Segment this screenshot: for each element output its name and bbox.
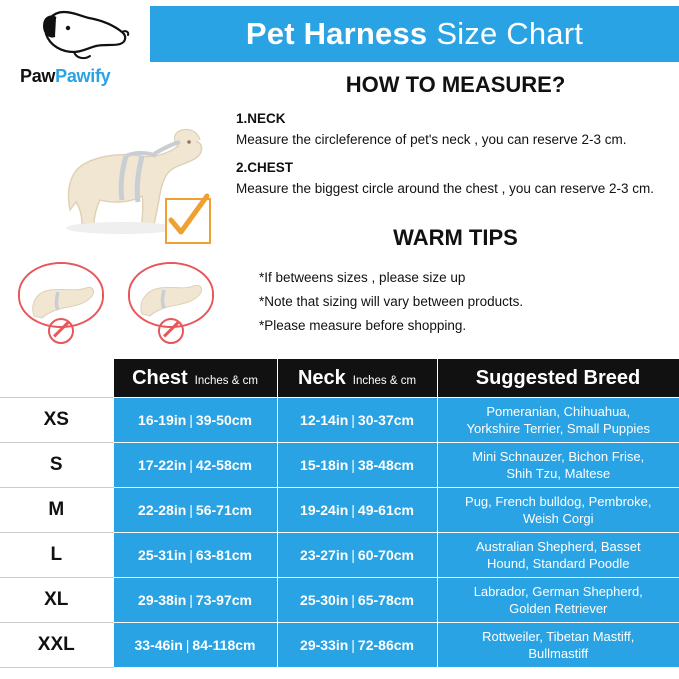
row-chest	[113, 398, 277, 443]
row-chest-inches: 16-19in	[138, 412, 187, 428]
cell-separator: |	[351, 457, 355, 473]
size-chart-table	[0, 358, 679, 668]
dog-head-icon	[34, 4, 134, 69]
how-to-measure-title: HOW TO MEASURE?	[345, 72, 566, 97]
neck-header-label: Neck	[297, 366, 346, 389]
row-chest	[113, 488, 277, 533]
row-chest-cm: 73-97cm	[195, 592, 252, 608]
row-breed	[437, 578, 679, 623]
chest-header-label: Chest	[132, 366, 188, 389]
how-to-measure-steps	[236, 108, 676, 206]
row-neck	[277, 533, 437, 578]
row-chest	[113, 533, 277, 578]
cell-separator: |	[351, 502, 355, 518]
row-breed	[437, 398, 679, 443]
row-breed-line: Golden Retriever	[509, 601, 608, 616]
warm-tip-item: *Please measure before shopping.	[259, 318, 467, 333]
row-neck-inches: 29-33in	[300, 637, 349, 653]
row-size: S	[0, 443, 113, 488]
row-neck-inches: 12-14in	[300, 412, 349, 428]
table-row	[0, 488, 679, 533]
row-neck	[277, 578, 437, 623]
row-breed	[437, 533, 679, 578]
row-neck	[277, 488, 437, 533]
row-chest-inches: 22-28in	[138, 502, 187, 518]
cell-separator: |	[189, 412, 193, 428]
measure-step-2-label: 2.CHEST	[236, 160, 294, 175]
table-row	[0, 443, 679, 488]
page-title	[150, 6, 679, 62]
row-chest-cm: 63-81cm	[195, 547, 252, 563]
cell-separator: |	[189, 592, 193, 608]
chest-column-header	[113, 359, 277, 398]
row-chest-inches: 25-31in	[138, 547, 187, 563]
row-neck	[277, 623, 437, 668]
row-neck	[277, 398, 437, 443]
correct-check-mark	[165, 198, 211, 244]
row-breed-line: Hound, Standard Poodle	[487, 556, 630, 571]
neck-column-header	[277, 359, 437, 398]
row-neck-inches: 23-27in	[300, 547, 349, 563]
row-breed	[437, 443, 679, 488]
table-row	[0, 533, 679, 578]
row-neck-inches: 15-18in	[300, 457, 349, 473]
row-chest-cm: 56-71cm	[195, 502, 252, 518]
warm-tip-item: *Note that sizing will vary between products.	[259, 294, 524, 309]
page-title-bold: Pet Harness	[245, 16, 428, 51]
row-neck-cm: 30-37cm	[357, 412, 414, 428]
size-column-header	[0, 359, 113, 398]
cell-separator: |	[189, 547, 193, 563]
row-chest	[113, 578, 277, 623]
row-breed	[437, 488, 679, 533]
row-breed-line: Australian Shepherd, Basset	[475, 539, 641, 554]
row-neck-cm: 49-61cm	[357, 502, 414, 518]
cell-separator: |	[351, 592, 355, 608]
cell-separator: |	[351, 547, 355, 563]
row-chest-cm: 42-58cm	[195, 457, 252, 473]
chest-header-unit: Inches & cm	[194, 374, 258, 387]
row-breed	[437, 623, 679, 668]
brand-name-part1: Paw	[20, 66, 56, 86]
row-breed-line: Pug, French bulldog, Pembroke,	[465, 494, 652, 509]
page-title-light: Size Chart	[436, 16, 584, 51]
neck-header-unit: Inches & cm	[352, 374, 417, 387]
breed-column-header	[437, 359, 679, 398]
measure-step-1-text: Measure the circleference of pet's neck , you can reserve 2-3 cm.	[236, 132, 627, 147]
no-entry-icon-2	[158, 318, 184, 344]
row-chest-cm: 39-50cm	[195, 412, 252, 428]
row-neck	[277, 443, 437, 488]
measure-step-1-label: 1.NECK	[236, 111, 286, 126]
row-chest	[113, 623, 277, 668]
table-row	[0, 578, 679, 623]
row-chest-inches: 17-22in	[138, 457, 187, 473]
row-breed-line: Rottweiler, Tibetan Mastiff,	[482, 629, 635, 644]
row-neck-cm: 72-86cm	[357, 637, 414, 653]
row-breed-line: Mini Schnauzer, Bichon Frise,	[472, 449, 645, 464]
brand-name	[20, 66, 110, 87]
brand-logo	[12, 4, 152, 86]
row-size: XS	[0, 398, 113, 443]
warm-tip-item: *If betweens sizes , please size up	[259, 270, 466, 285]
breed-header-label: Suggested Breed	[475, 366, 641, 389]
table-row	[0, 398, 679, 443]
measure-step-2-text: Measure the biggest circle around the chest , you can reserve 2-3 cm.	[236, 181, 654, 196]
row-neck-inches: 25-30in	[300, 592, 349, 608]
row-chest-inches: 33-46in	[134, 637, 183, 653]
cell-separator: |	[189, 502, 193, 518]
row-breed-line: Weish Corgi	[522, 511, 594, 526]
warm-tips-title: WARM TIPS	[393, 225, 518, 250]
row-neck-cm: 65-78cm	[357, 592, 414, 608]
row-chest-inches: 29-38in	[138, 592, 187, 608]
table-header-row	[0, 359, 679, 398]
row-neck-cm: 60-70cm	[357, 547, 414, 563]
row-breed-line: Pomeranian, Chihuahua,	[486, 404, 631, 419]
row-breed-line: Labrador, German Shepherd,	[473, 584, 643, 599]
warm-tips-list	[259, 266, 679, 338]
row-chest	[113, 443, 277, 488]
row-size: M	[0, 488, 113, 533]
brand-name-part2: Pawify	[55, 66, 111, 86]
row-neck-inches: 19-24in	[300, 502, 349, 518]
row-neck-cm: 38-48cm	[357, 457, 414, 473]
cell-separator: |	[185, 637, 190, 653]
row-breed-line: Shih Tzu, Maltese	[506, 466, 611, 481]
row-breed-line: Bullmastiff	[528, 646, 589, 661]
row-size: XL	[0, 578, 113, 623]
no-entry-icon-1	[48, 318, 74, 344]
row-size: L	[0, 533, 113, 578]
cell-separator: |	[189, 457, 193, 473]
row-size: XXL	[0, 623, 113, 668]
cell-separator: |	[351, 637, 355, 653]
table-row	[0, 623, 679, 668]
cell-separator: |	[351, 412, 355, 428]
row-chest-cm: 84-118cm	[192, 637, 256, 653]
row-breed-line: Yorkshire Terrier, Small Puppies	[466, 421, 651, 436]
